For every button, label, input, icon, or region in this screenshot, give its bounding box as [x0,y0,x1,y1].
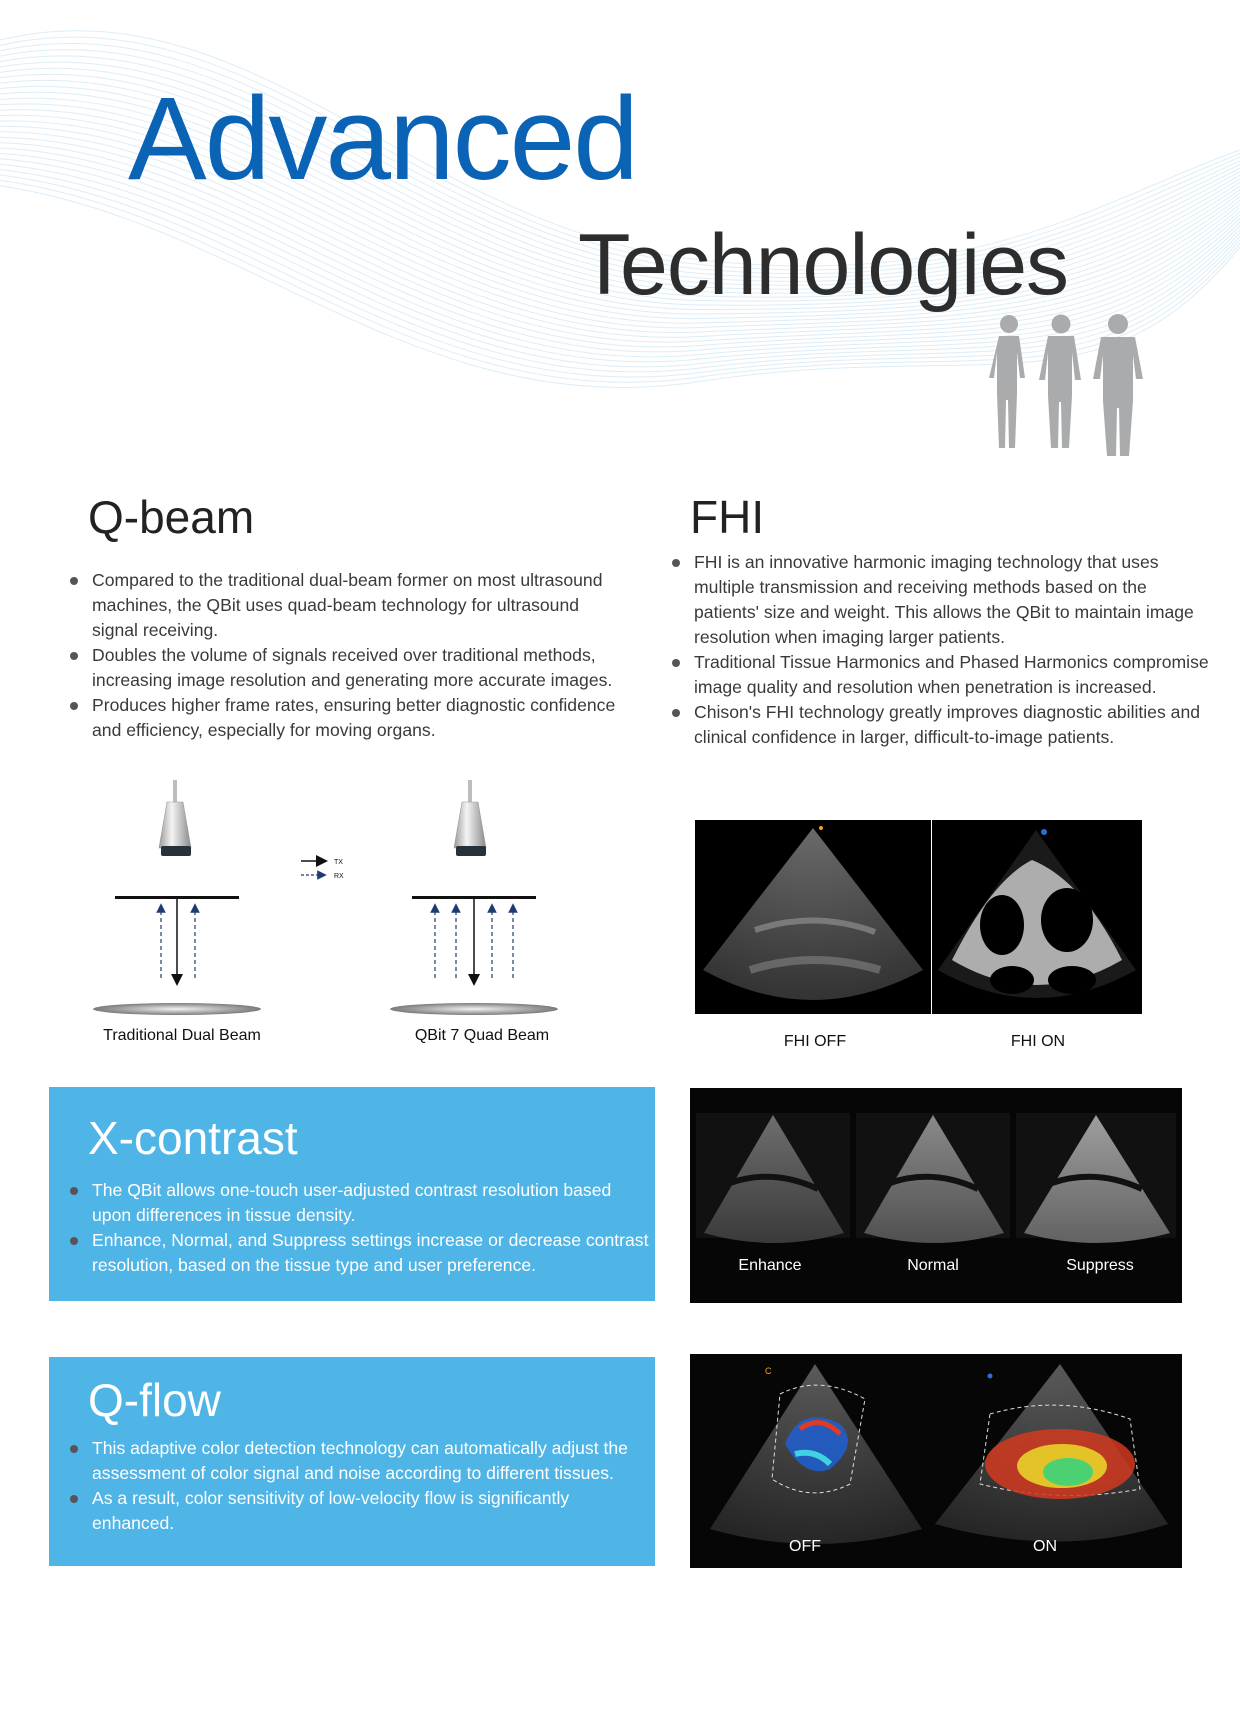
fhi-bullet: Traditional Tissue Harmonics and Phased Harmonics compromise image quality and resolution when penetration is increased. [666,650,1216,700]
caption-qflow-on: ON [1033,1538,1057,1555]
probe-icon [454,780,486,856]
qbeam-heading: Q-beam [88,491,255,543]
caption-suppress: Suppress [1066,1257,1134,1274]
qflow-bullets [64,1436,654,1536]
xcontrast-bullet: The QBit allows one-touch user-adjusted contrast resolution based upon differences in tissue density. [64,1178,654,1228]
qflow-image-strip [690,1354,1182,1568]
xcontrast-heading: X-contrast [88,1112,298,1164]
fhi-bullet: FHI is an innovative harmonic imaging technology that uses multiple transmission and receiving methods based on the patients' size and weight. This allows the QBit to maintain image resolution when imaging larger patients. [666,550,1216,650]
fhi-off-image [695,820,931,1014]
qflow-bullet: As a result, color sensitivity of low-velocity flow is significantly enhanced. [64,1486,654,1536]
caption-qflow-off: OFF [789,1538,821,1555]
human-silhouettes-icon [985,312,1155,460]
fhi-heading: FHI [690,491,765,543]
fhi-bullets [666,550,1216,750]
fhi-bullet: Chison's FHI technology greatly improves diagnostic abilities and clinical confidence in larger, difficult-to-image patients. [666,700,1216,750]
fhi-on-image [932,820,1142,1014]
caption-normal: Normal [907,1257,959,1274]
qflow-bullet: This adaptive color detection technology can automatically adjust the assessment of color signal and noise according to different tissues. [64,1436,654,1486]
xcontrast-image-strip [690,1088,1182,1303]
qbeam-bullet: Produces higher frame rates, ensuring better diagnostic confidence and efficiency, especially for moving organs. [64,693,624,743]
caption-fhi-off: FHI OFF [783,1033,847,1050]
caption-quad-beam: QBit 7 Quad Beam [414,1027,550,1044]
qbeam-bullet: Compared to the traditional dual-beam former on most ultrasound machines, the QBit uses quad-beam technology for ultrasound signal receiving. [64,568,624,643]
xcontrast-bullets [64,1178,654,1278]
qflow-heading: Q-flow [88,1374,221,1426]
beam-diagram [80,780,580,1020]
qbeam-bullet: Doubles the volume of signals received over traditional methods, increasing image resolution and generating more accurate images. [64,643,624,693]
xcontrast-bullet: Enhance, Normal, and Suppress settings increase or decrease contrast resolution, based on the tissue type and user preference. [64,1228,654,1278]
page-title-technologies: Technologies [578,217,1069,313]
legend-rx: RX [334,873,344,880]
caption-enhance: Enhance [738,1257,802,1274]
caption-dual-beam: Traditional Dual Beam [103,1027,261,1044]
qbeam-bullets [64,568,624,743]
page-title-advanced: Advanced [128,73,637,205]
svg-text:C: C [765,1366,772,1376]
legend-tx: TX [334,859,343,866]
caption-fhi-on: FHI ON [1010,1033,1066,1050]
probe-icon [159,780,191,856]
